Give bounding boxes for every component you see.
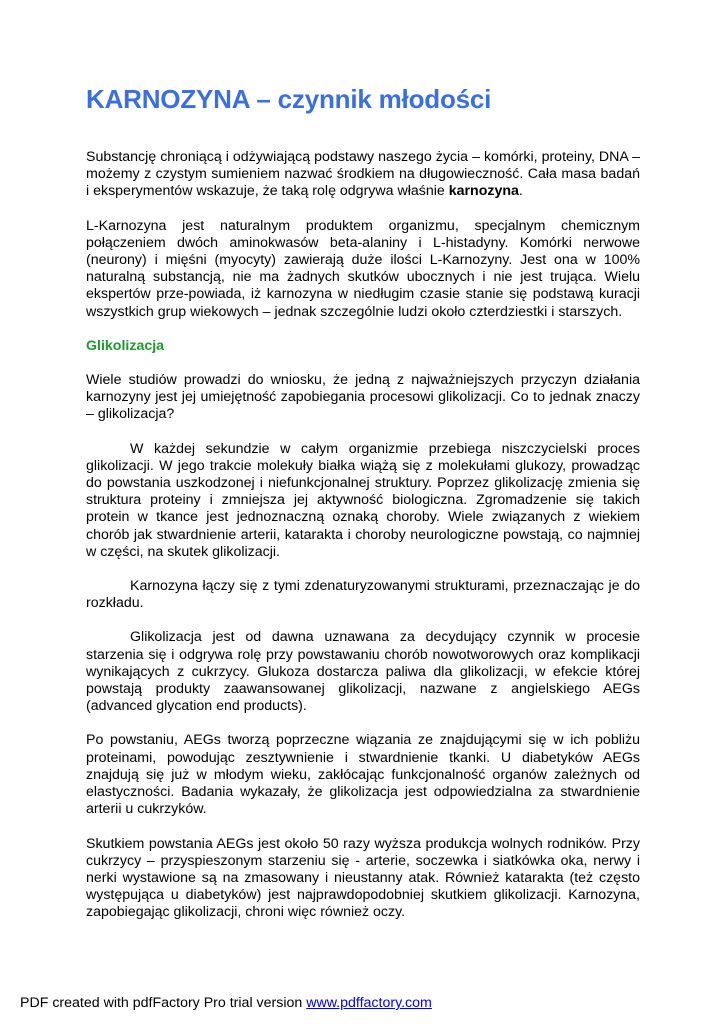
- paragraph-intro: [86, 149, 640, 201]
- page-title: KARNOZYNA – czynnik młodości: [86, 84, 492, 114]
- paragraph-binding: Karnozyna łączy się z tymi zdenaturyzowanymi strukturami, przeznaczając je do rozkładu.: [86, 578, 640, 612]
- paragraph-intro-text: Substancję chroniącą i odżywiającą podstawy naszego życia – komórki, proteiny, DNA – możemy z czystym sumieniem nazwać środkiem na długowieczność. Cała masa badań i eksperymentów wskazuje, że taką rolę odgrywa właśnie: [86, 149, 640, 200]
- paragraph-intro-end: .: [518, 183, 523, 200]
- paragraph-aging: Glikolizacja jest od dawna uznawana za decydujący czynnik w procesie starzenia się i odgrywa rolę przy powstawaniu chorób nowotworowych oraz komplikacji wynikających z cukrzycy. Glukoza dostarcza paliwa dla glikolizacji, w efekcie której powstają produkty zaawansowanej glikolizacji, nazwane z angielskiego AEGs (advanced glycation end products).: [86, 629, 640, 715]
- footer-link[interactable]: www.pdffactory.com: [306, 995, 432, 1011]
- paragraph-free-radicals: Skutkiem powstania AEGs jest około 50 razy wyższa produkcja wolnych rodników. Przy cukrzycy – przyspieszonym starzeniu się - arterie, soczewka i siatkówka oka, nerwy i nerki wystawione są na zmasowany i nieustanny atak. Również katarakta (też często występująca u diabetyków) jest najprawdopodobniej skutkiem glikolizacji. Karnozyna, zapobiegając glikolizacji, chroni więc również oczy.: [86, 835, 640, 921]
- paragraph-process: W każdej sekundzie w całym organizmie przebiega niszczycielski proces glikolizacji. W jego trakcie molekuły białka wiążą się z molekułami glukozy, prowadząc do powstania uszkodzonej i niefunkcjonalnej struktury. Poprzez glikolizację zmienia się struktura proteiny i zmniejsza jej aktywność biologiczna. Zgromadzenie się takich protein w tkance jest jednoznaczną oznaką choroby. Wiele związanych z wiekiem chorób jak stwardnienie arterii, katarakta i choroby neurologiczne powstają, co najmniej w części, na skutek glikolizacji.: [86, 440, 640, 560]
- paragraph-crosslinks: Po powstaniu, AEGs tworzą poprzeczne wiązania ze znajdującymi się w ich pobliżu proteinami, powodując zesztywnienie i stwardnienie tkanki. U diabetyków AEGs znajdują się już w młodym wieku, zakłócając funkcjonalność organów zależnych od elastyczności. Badania wykazały, że glikolizacja jest odpowiedzialna za stwardnienie arterii u cukrzyków.: [86, 732, 640, 818]
- section-heading-glikolizacja: Glikolizacja: [86, 337, 165, 354]
- document-page: [86, 82, 640, 922]
- paragraph-lkarnozyna: L-Karnozyna jest naturalnym produktem organizmu, specjalnym chemicznym połączeniem dwóch aminokwasów beta-alaniny i L-histadyny. Komórki nerwowe (neurony) i mięśni (myocyty) zawierają duże ilości L-Karnozyny. Jest ona w 100% naturalną substancją, nie ma żadnych skutków ubocznych i nie jest trująca. Wielu ekspertów prze-powiada, iż karnozyna w niedługim czasie stanie się podstawą kuracji wszystkich grup wiekowych – jednak szczególnie ludzi około czterdziestki i starszych.: [86, 217, 640, 320]
- pdf-footer: [20, 994, 432, 1012]
- footer-text: PDF created with pdfFactory Pro trial version: [20, 995, 307, 1011]
- paragraph-studies: Wiele studiów prowadzi do wniosku, że jedną z najważniejszych przyczyn działania karnozyny jest jej umiejętność zapobiegania procesowi glikolizacji. Co to jednak znaczy – glikolizacja?: [86, 372, 640, 423]
- paragraph-intro-bold: karnozyna: [448, 183, 519, 200]
